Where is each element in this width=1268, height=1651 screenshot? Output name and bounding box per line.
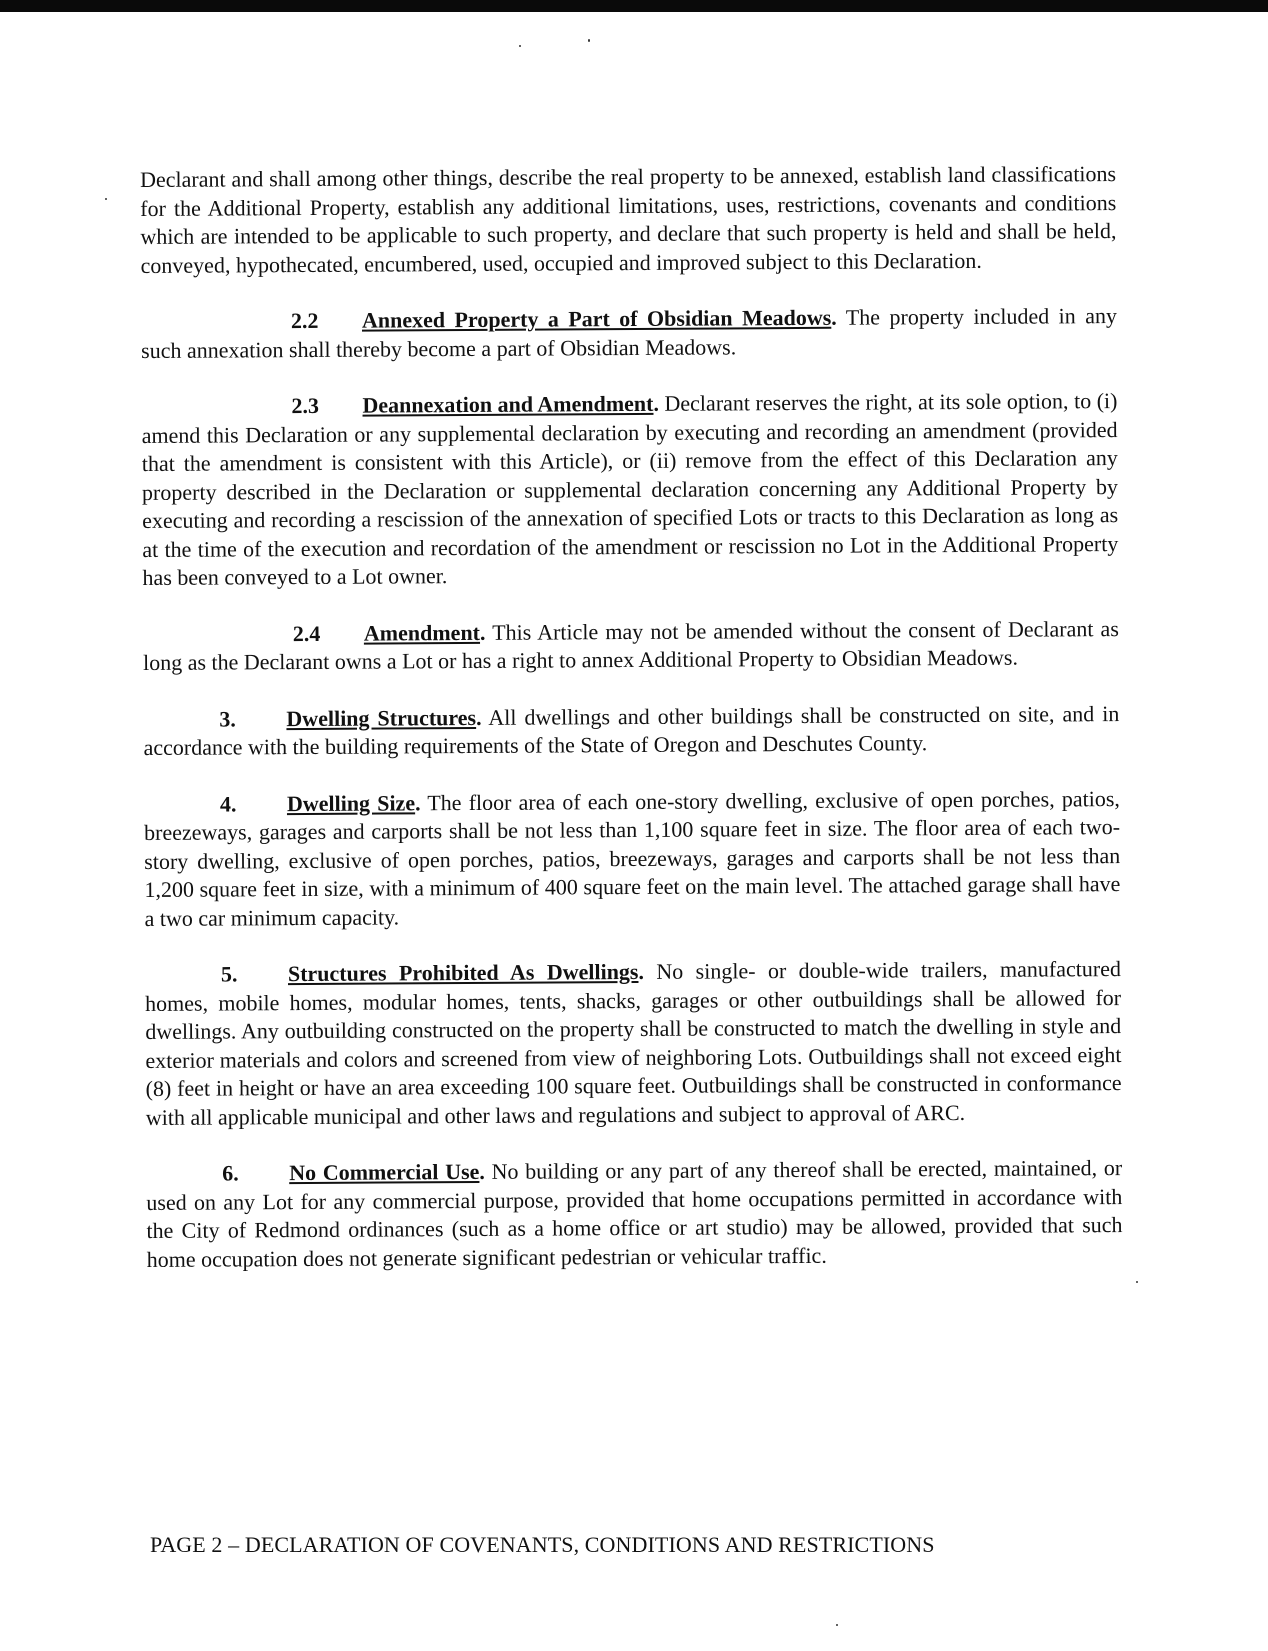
section-3 <box>143 700 1119 763</box>
paragraph-body: The property included in any such annexation shall thereby become a part of Obsidian Meadows. <box>141 303 1118 363</box>
heading-period: . <box>414 789 421 815</box>
section-heading: Dwelling Size <box>286 789 416 816</box>
section-5 <box>145 955 1122 1132</box>
section-number: 4. <box>219 790 237 817</box>
section-number: 3. <box>219 705 236 732</box>
scan-speck <box>105 198 107 200</box>
section-2-2 <box>141 302 1117 365</box>
paragraph-body: Declarant reserves the right, at its sole option, to (i) amend this Declaration or any supplemental declaration by executing and recording an amendment (provided that the amendment is consistent with this Article), or (ii) remove from the effect of this Declaration any property described in the Declaration or supplemental declaration concerning any Additional Property by executing and recording a rescission of the annexation of specified Lots or tracts to this Declaration as long as at the time of the execution and recordation of the amendment or rescission no Lot in the Additional Property has been conveyed to a Lot owner. <box>141 388 1119 590</box>
section-number: 5. <box>220 961 238 987</box>
scan-speck <box>588 39 590 42</box>
section-heading: Amendment <box>363 619 481 646</box>
heading-period: . <box>831 304 837 330</box>
paragraph-body: No single- or double-wide trailers, manufactured homes, mobile homes, modular homes, tents, shacks, garages or other outbuildings shall be allowed for dwellings. Any outbuilding constructed on the property shall be constructed to match the dwelling in style and exterior materials and colors and screened from view of neighboring Lots. Outbuildings shall not exceed eight (8) feet in height or have an area exceeding 100 square feet. Outbuildings shall be constructed in conformance with all applicable municipal and other laws and regulations and subject to approval of ARC. <box>145 956 1122 1130</box>
section-number: 6. <box>222 1160 239 1186</box>
scan-speck <box>519 45 521 47</box>
paragraph-body: This Article may not be amended without the consent of Declarant as long as the Declarant owns a Lot or has a right to annex Additional Property to Obsidian Meadows. <box>142 615 1119 675</box>
section-heading: Structures Prohibited As Dwellings <box>287 958 639 987</box>
section-heading: No Commercial Use <box>289 1158 480 1186</box>
page-footer: PAGE 2 – DECLARATION OF COVENANTS, CONDITIONS AND RESTRICTIONS <box>150 1532 935 1557</box>
paragraph-body: The floor area of each one-story dwelling, exclusive of open porches, patios, breezeways, garages and carports shall be not less than 1,100 square feet in size. The floor area of each two-story dwelling, exclusive of open porches, patios, breezeways, garages and carports shall be not less than 1,200 square feet in size, with a minimum of 400 square feet on the main level. The attached garage shall have a two car minimum capacity. <box>143 785 1121 931</box>
section-heading: Deannexation and Amendment <box>362 390 654 418</box>
section-heading: Dwelling Structures <box>286 704 477 731</box>
paragraph-body: No building or any part of any thereof shall be erected, maintained, or used on any Lot for any commercial purpose, provided that home occupations permitted in accordance with the City of Redmond ordinances (such as a home office or art studio) may be allowed, provided that such home occupation does not generate significant pedestrian or vehicular traffic. <box>146 1155 1123 1272</box>
scan-edge-bar <box>0 0 1268 12</box>
section-2-4 <box>143 615 1119 678</box>
paragraph-body: All dwellings and other buildings shall be constructed on site, and in accordance with the building requirements of the State of Oregon and Deschutes County. <box>143 700 1120 760</box>
heading-period: . <box>479 1158 485 1184</box>
section-4 <box>144 785 1121 933</box>
heading-period: . <box>653 390 660 416</box>
heading-period: . <box>479 619 486 645</box>
document-page <box>140 160 1123 1302</box>
heading-period: . <box>475 704 482 730</box>
section-number: 2.4 <box>292 620 321 646</box>
section-2-3 <box>141 387 1118 592</box>
section-heading: Annexed Property a Part of Obsidian Meadows <box>361 304 832 333</box>
scan-speck <box>1136 1281 1138 1283</box>
heading-period: . <box>638 958 645 984</box>
section-number: 2.2 <box>290 307 319 334</box>
section-6 <box>146 1154 1123 1274</box>
scan-speck <box>836 1624 838 1626</box>
section-number: 2.3 <box>291 392 320 419</box>
paragraph-body: Declarant and shall among other things, describe the real property to be annexed, establish land classifications for the Additional Property, establish any additional limitations, uses, restrictions, covenants and conditions which are intended to be applicable to such property, and declare that such property is held and shall be held, conveyed, hypothecated, encumbered, used, occupied and improved subject to this Declaration. <box>140 161 1117 278</box>
paragraph-intro <box>140 160 1117 280</box>
